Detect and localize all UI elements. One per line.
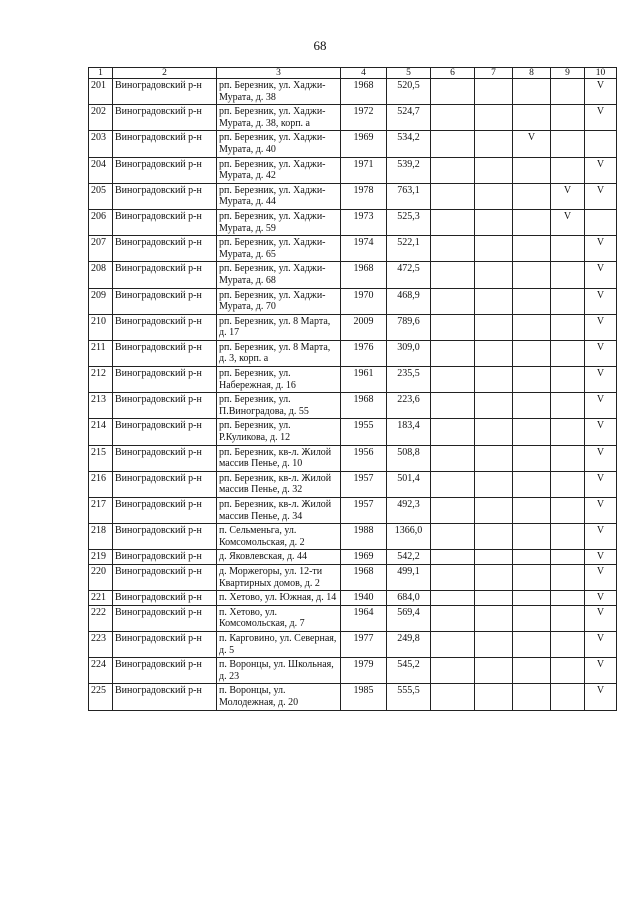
col8-mark [513,591,551,606]
col9-mark [551,157,585,183]
col7-cell [475,605,513,631]
col9-mark [551,684,585,710]
address-cell: п. Воронцы, ул. Школьная, д. 23 [217,658,341,684]
table-row [89,658,617,684]
address-cell: рп. Березник, ул. Набережная, д. 16 [217,367,341,393]
col10-mark: V [585,367,617,393]
address-cell: рп. Березник, кв-л. Жилой массив Пенье, д. 34 [217,498,341,524]
col8-mark [513,340,551,366]
address-cell: д. Яковлевская, д. 44 [217,550,341,565]
col10-mark: V [585,340,617,366]
year-cell: 1969 [341,131,387,157]
year-cell: 1957 [341,471,387,497]
col10-mark [585,131,617,157]
year-cell: 1957 [341,498,387,524]
address-cell: рп. Березник, кв-л. Жилой массив Пенье, д. 10 [217,445,341,471]
col10-mark: V [585,550,617,565]
col10-mark [585,209,617,235]
col6-cell [431,471,475,497]
row-number: 219 [89,550,113,565]
col7-cell [475,288,513,314]
table-row [89,393,617,419]
table-row [89,314,617,340]
table-row [89,340,617,366]
year-cell: 1968 [341,262,387,288]
col10-mark: V [585,288,617,314]
table-row [89,183,617,209]
column-number: 5 [387,68,431,79]
col7-cell [475,631,513,657]
year-cell: 1968 [341,564,387,590]
district-cell: Виноградовский р-н [113,105,217,131]
table-row [89,288,617,314]
district-cell: Виноградовский р-н [113,183,217,209]
col8-mark [513,79,551,105]
address-cell: рп. Березник, ул. Р.Куликова, д. 12 [217,419,341,445]
row-number: 203 [89,131,113,157]
year-cell: 1974 [341,236,387,262]
col6-cell [431,367,475,393]
district-cell: Виноградовский р-н [113,605,217,631]
col6-cell [431,564,475,590]
district-cell: Виноградовский р-н [113,236,217,262]
col8-mark [513,314,551,340]
col7-cell [475,684,513,710]
col7-cell [475,471,513,497]
col10-mark: V [585,684,617,710]
col7-cell [475,393,513,419]
column-number: 9 [551,68,585,79]
col8-mark [513,658,551,684]
col9-mark [551,367,585,393]
col9-mark [551,236,585,262]
area-cell: 468,9 [387,288,431,314]
row-number: 206 [89,209,113,235]
row-number: 213 [89,393,113,419]
address-cell: рп. Березник, ул. Хаджи-Мурата, д. 38, корп. а [217,105,341,131]
row-number: 209 [89,288,113,314]
column-number: 4 [341,68,387,79]
area-cell: 545,2 [387,658,431,684]
area-cell: 542,2 [387,550,431,565]
address-cell: п. Хетово, ул. Комсомольская, д. 7 [217,605,341,631]
col6-cell [431,79,475,105]
col8-mark [513,157,551,183]
address-cell: д. Моржегоры, ул. 12-ти Квартирных домов, д. 2 [217,564,341,590]
col9-mark [551,658,585,684]
col10-mark: V [585,419,617,445]
district-cell: Виноградовский р-н [113,262,217,288]
district-cell: Виноградовский р-н [113,684,217,710]
col6-cell [431,658,475,684]
col6-cell [431,419,475,445]
address-cell: п. Карговино, ул. Северная, д. 5 [217,631,341,657]
column-number: 10 [585,68,617,79]
col9-mark: V [551,183,585,209]
year-cell: 1972 [341,105,387,131]
address-cell: рп. Березник, ул. П.Виноградова, д. 55 [217,393,341,419]
col9-mark [551,564,585,590]
row-number: 225 [89,684,113,710]
col6-cell [431,262,475,288]
area-cell: 534,2 [387,131,431,157]
row-number: 211 [89,340,113,366]
table-row [89,591,617,606]
area-cell: 525,3 [387,209,431,235]
year-cell: 1970 [341,288,387,314]
col6-cell [431,393,475,419]
col6-cell [431,550,475,565]
district-cell: Виноградовский р-н [113,209,217,235]
table-body [89,79,617,711]
col7-cell [475,340,513,366]
table-row [89,498,617,524]
row-number: 212 [89,367,113,393]
col8-mark [513,183,551,209]
col10-mark: V [585,393,617,419]
column-number: 3 [217,68,341,79]
district-cell: Виноградовский р-н [113,658,217,684]
col8-mark [513,393,551,419]
col7-cell [475,550,513,565]
col10-mark: V [585,591,617,606]
col10-mark: V [585,183,617,209]
col8-mark [513,209,551,235]
col8-mark [513,684,551,710]
col7-cell [475,314,513,340]
area-cell: 569,4 [387,605,431,631]
col10-mark: V [585,658,617,684]
address-cell: рп. Березник, ул. Хаджи-Мурата, д. 68 [217,262,341,288]
address-cell: п. Хетово, ул. Южная, д. 14 [217,591,341,606]
col6-cell [431,105,475,131]
row-number: 201 [89,79,113,105]
col10-mark: V [585,445,617,471]
district-cell: Виноградовский р-н [113,340,217,366]
district-cell: Виноградовский р-н [113,564,217,590]
district-cell: Виноградовский р-н [113,131,217,157]
area-cell: 235,5 [387,367,431,393]
year-cell: 1969 [341,550,387,565]
year-cell: 2009 [341,314,387,340]
table-row [89,445,617,471]
col9-mark [551,631,585,657]
district-cell: Виноградовский р-н [113,498,217,524]
district-cell: Виноградовский р-н [113,157,217,183]
column-number-row [89,68,617,79]
area-cell: 309,0 [387,340,431,366]
col7-cell [475,591,513,606]
col6-cell [431,209,475,235]
col10-mark: V [585,157,617,183]
district-cell: Виноградовский р-н [113,471,217,497]
table-row [89,367,617,393]
area-cell: 1366,0 [387,524,431,550]
col6-cell [431,314,475,340]
col9-mark [551,288,585,314]
column-number: 7 [475,68,513,79]
area-cell: 183,4 [387,419,431,445]
col8-mark [513,605,551,631]
col7-cell [475,183,513,209]
column-number: 1 [89,68,113,79]
year-cell: 1985 [341,684,387,710]
col10-mark: V [585,105,617,131]
col6-cell [431,631,475,657]
area-cell: 520,5 [387,79,431,105]
col7-cell [475,367,513,393]
col6-cell [431,445,475,471]
col9-mark [551,131,585,157]
col10-mark: V [585,631,617,657]
col9-mark [551,498,585,524]
address-cell: рп. Березник, ул. Хаджи-Мурата, д. 44 [217,183,341,209]
col6-cell [431,157,475,183]
district-cell: Виноградовский р-н [113,591,217,606]
row-number: 217 [89,498,113,524]
housing-table [88,67,617,711]
col6-cell [431,340,475,366]
row-number: 207 [89,236,113,262]
col6-cell [431,498,475,524]
address-cell: рп. Березник, ул. Хаджи-Мурата, д. 38 [217,79,341,105]
col8-mark [513,288,551,314]
col9-mark [551,79,585,105]
col6-cell [431,605,475,631]
col6-cell [431,288,475,314]
area-cell: 223,6 [387,393,431,419]
year-cell: 1968 [341,393,387,419]
column-number: 6 [431,68,475,79]
district-cell: Виноградовский р-н [113,524,217,550]
table-row [89,564,617,590]
col10-mark: V [585,524,617,550]
year-cell: 1978 [341,183,387,209]
col7-cell [475,419,513,445]
col6-cell [431,183,475,209]
row-number: 214 [89,419,113,445]
area-cell: 524,7 [387,105,431,131]
table-row [89,236,617,262]
col7-cell [475,105,513,131]
row-number: 216 [89,471,113,497]
year-cell: 1961 [341,367,387,393]
table-row [89,550,617,565]
area-cell: 472,5 [387,262,431,288]
col7-cell [475,524,513,550]
col9-mark [551,591,585,606]
table-row [89,209,617,235]
area-cell: 508,8 [387,445,431,471]
area-cell: 555,5 [387,684,431,710]
col6-cell [431,236,475,262]
column-number: 8 [513,68,551,79]
col9-mark [551,340,585,366]
address-cell: п. Сельменьга, ул. Комсомольская, д. 2 [217,524,341,550]
col9-mark [551,393,585,419]
col10-mark: V [585,236,617,262]
table-row [89,471,617,497]
col10-mark: V [585,314,617,340]
row-number: 208 [89,262,113,288]
year-cell: 1977 [341,631,387,657]
col8-mark [513,262,551,288]
district-cell: Виноградовский р-н [113,631,217,657]
year-cell: 1976 [341,340,387,366]
table-row [89,631,617,657]
col10-mark: V [585,262,617,288]
col6-cell [431,684,475,710]
table-row [89,79,617,105]
col7-cell [475,445,513,471]
address-cell: рп. Березник, ул. Хаджи-Мурата, д. 40 [217,131,341,157]
year-cell: 1955 [341,419,387,445]
col9-mark [551,419,585,445]
col8-mark [513,236,551,262]
col7-cell [475,498,513,524]
col6-cell [431,524,475,550]
col7-cell [475,236,513,262]
table-row [89,105,617,131]
col9-mark [551,314,585,340]
col9-mark: V [551,209,585,235]
address-cell: рп. Березник, ул. Хаджи-Мурата, д. 70 [217,288,341,314]
col7-cell [475,157,513,183]
col8-mark [513,105,551,131]
col10-mark: V [585,79,617,105]
col6-cell [431,131,475,157]
district-cell: Виноградовский р-н [113,550,217,565]
address-cell: рп. Березник, кв-л. Жилой массив Пенье, д. 32 [217,471,341,497]
address-cell: рп. Березник, ул. 8 Марта, д. 17 [217,314,341,340]
area-cell: 249,8 [387,631,431,657]
col10-mark: V [585,564,617,590]
col7-cell [475,658,513,684]
table-row [89,524,617,550]
col9-mark [551,471,585,497]
col8-mark [513,564,551,590]
row-number: 215 [89,445,113,471]
year-cell: 1940 [341,591,387,606]
row-number: 218 [89,524,113,550]
col8-mark [513,550,551,565]
row-number: 223 [89,631,113,657]
col6-cell [431,591,475,606]
col7-cell [475,564,513,590]
col10-mark: V [585,498,617,524]
col9-mark [551,445,585,471]
col7-cell [475,131,513,157]
row-number: 224 [89,658,113,684]
year-cell: 1971 [341,157,387,183]
year-cell: 1964 [341,605,387,631]
address-cell: п. Воронцы, ул. Молодежная, д. 20 [217,684,341,710]
row-number: 202 [89,105,113,131]
table-row [89,131,617,157]
area-cell: 763,1 [387,183,431,209]
col9-mark [551,550,585,565]
address-cell: рп. Березник, ул. Хаджи-Мурата, д. 42 [217,157,341,183]
area-cell: 492,3 [387,498,431,524]
col9-mark [551,262,585,288]
col9-mark [551,105,585,131]
area-cell: 684,0 [387,591,431,606]
table-row [89,157,617,183]
col8-mark: V [513,131,551,157]
col8-mark [513,631,551,657]
address-cell: рп. Березник, ул. Хаджи-Мурата, д. 65 [217,236,341,262]
table-row [89,419,617,445]
row-number: 221 [89,591,113,606]
year-cell: 1988 [341,524,387,550]
district-cell: Виноградовский р-н [113,445,217,471]
district-cell: Виноградовский р-н [113,314,217,340]
col8-mark [513,524,551,550]
table-row [89,605,617,631]
row-number: 204 [89,157,113,183]
col8-mark [513,471,551,497]
area-cell: 501,4 [387,471,431,497]
col9-mark [551,605,585,631]
col10-mark: V [585,471,617,497]
col8-mark [513,419,551,445]
row-number: 220 [89,564,113,590]
col8-mark [513,498,551,524]
year-cell: 1973 [341,209,387,235]
col7-cell [475,209,513,235]
area-cell: 789,6 [387,314,431,340]
district-cell: Виноградовский р-н [113,367,217,393]
col8-mark [513,445,551,471]
year-cell: 1956 [341,445,387,471]
col7-cell [475,262,513,288]
address-cell: рп. Березник, ул. Хаджи-Мурата, д. 59 [217,209,341,235]
column-number: 2 [113,68,217,79]
page-number: 68 [313,38,327,53]
area-cell: 522,1 [387,236,431,262]
district-cell: Виноградовский р-н [113,79,217,105]
col8-mark [513,367,551,393]
area-cell: 539,2 [387,157,431,183]
row-number: 222 [89,605,113,631]
address-cell: рп. Березник, ул. 8 Марта, д. 3, корп. а [217,340,341,366]
col7-cell [475,79,513,105]
col10-mark: V [585,605,617,631]
year-cell: 1968 [341,79,387,105]
table-row [89,262,617,288]
district-cell: Виноградовский р-н [113,393,217,419]
area-cell: 499,1 [387,564,431,590]
district-cell: Виноградовский р-н [113,288,217,314]
col9-mark [551,524,585,550]
year-cell: 1979 [341,658,387,684]
row-number: 205 [89,183,113,209]
table-row [89,684,617,710]
district-cell: Виноградовский р-н [113,419,217,445]
row-number: 210 [89,314,113,340]
